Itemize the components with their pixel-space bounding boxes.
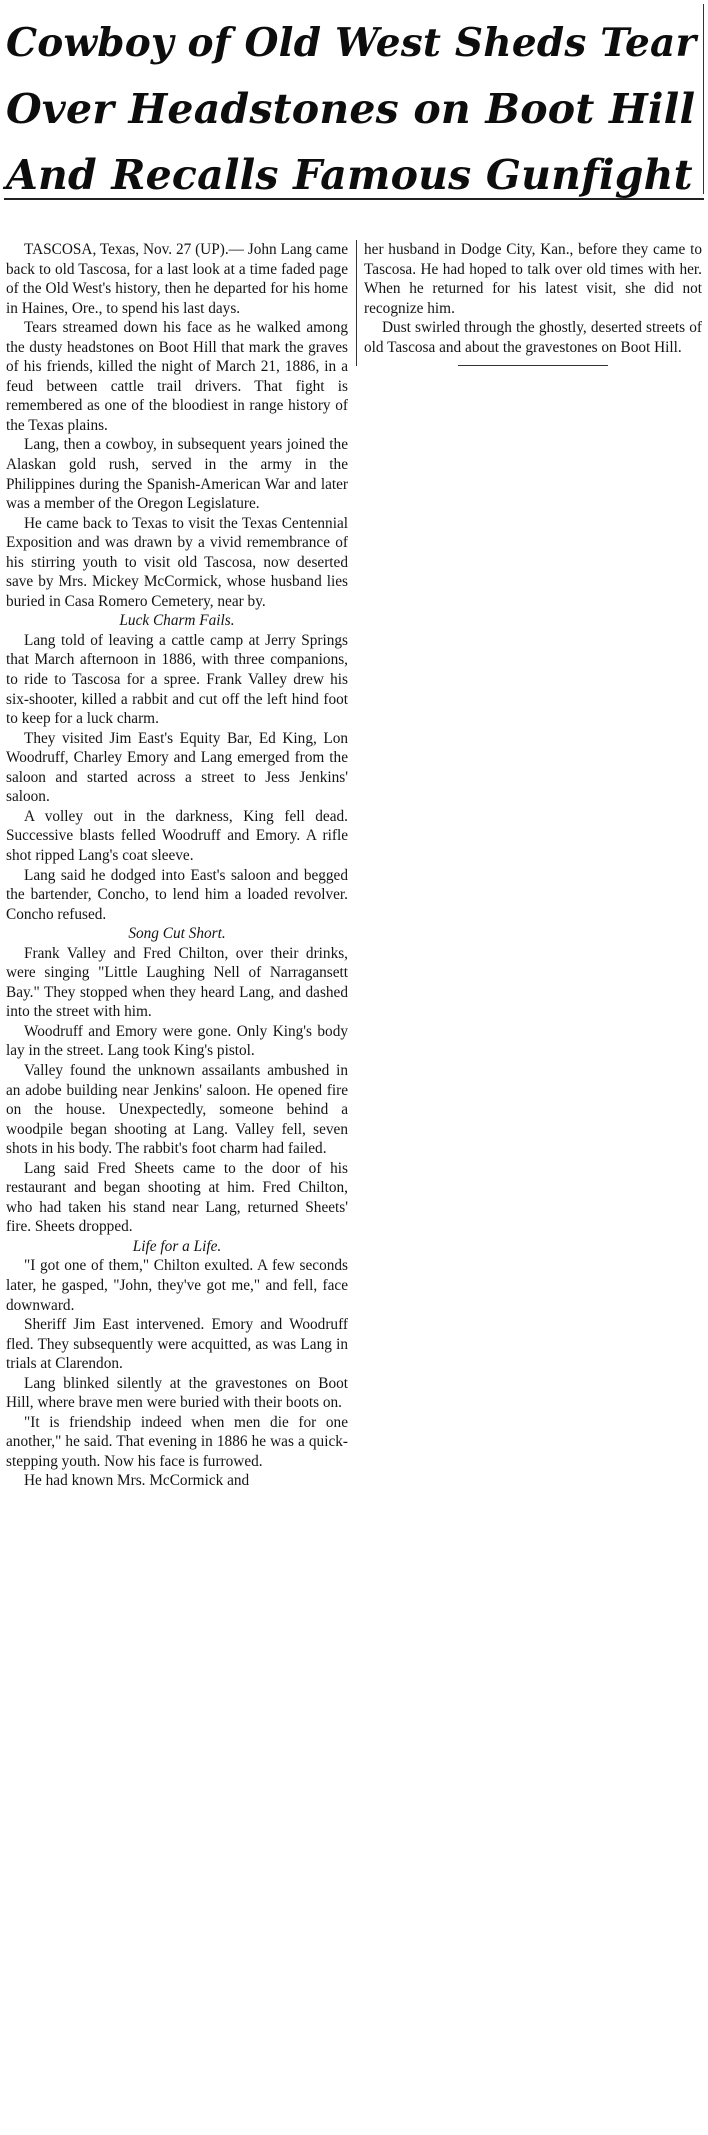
headline-line-2: Over Headstones on Boot Hill <box>6 85 696 133</box>
column-divider <box>356 240 357 366</box>
paragraph: Woodruff and Emory were gone. Only King's body lay in the street. Lang took King's pistol. <box>6 1022 348 1060</box>
subheading: Luck Charm Fails. <box>119 612 235 630</box>
paragraph: Lang said Fred Sheets came to the door of his restaurant and began shooting at him. Fred Chilton, who had taken his stand near Lang, returned Sheets' fire. Sheets dropped. <box>6 1159 348 1236</box>
article-column-1 <box>6 240 348 1491</box>
paragraph: "It is friendship indeed when men die for one another," he said. That evening in 1886 he was a quick-stepping youth. Now his face is furrowed. <box>6 1413 348 1470</box>
paragraph: He came back to Texas to visit the Texas Centennial Exposition and was drawn by a vivid remembrance of his stirring youth to visit old Tascosa, now deserted save by Mrs. Mickey McCormick, whose husband lies buried in Casa Romero Cemetery, near by. <box>6 514 348 610</box>
paragraph: They visited Jim East's Equity Bar, Ed King, Lon Woodruff, Charley Emory and Lang emerged from the saloon and started across a street to Jess Jenkins' saloon. <box>6 729 348 806</box>
subheading: Life for a Life. <box>132 1237 222 1255</box>
paragraph: Lang, then a cowboy, in subsequent years joined the Alaskan gold rush, served in the army in the Philippines during the Spanish-American War and later was a member of the Oregon Legislature. <box>6 436 348 513</box>
paragraph: Dust swirled through the ghostly, deserted streets of old Tascosa and about the gravestones on Boot Hill. <box>364 319 702 356</box>
paragraph: Valley found the unknown assailants ambushed in an adobe building near Jenkins' saloon. He opened fire on the house. Unexpectedly, someone behind a woodpile began shooting at Lang. Valley fell, seven shots in his body. The rabbit's foot charm had failed. <box>6 1061 348 1158</box>
headline-line-1: Cowboy of Old West Sheds Tear <box>6 20 697 66</box>
paragraph: Frank Valley and Fred Chilton, over their drinks, were singing "Little Laughing Nell of Narragansett Bay." They stopped when they heard Lang, and dashed into the street with him. <box>6 944 348 1021</box>
article-column-2 <box>364 240 702 366</box>
paragraph: her husband in Dodge City, Kan., before they came to Tascosa. He had hoped to talk over old times with her. When he returned for his latest visit, she did not recognize him. <box>364 241 702 317</box>
headline-side-rule <box>703 4 704 194</box>
paragraph: Sheriff Jim East intervened. Emory and Woodruff fled. They subsequently were acquitted, as was Lang in trials at Clarendon. <box>6 1316 348 1373</box>
subheading: Song Cut Short. <box>128 925 226 943</box>
end-rule <box>458 365 608 366</box>
paragraph: He had known Mrs. McCormick and <box>24 1472 250 1490</box>
paragraph: Lang told of leaving a cattle camp at Jerry Springs that March afternoon in 1886, with three companions, to ride to Tascosa for a spree. Frank Valley drew his six-shooter, killed a rabbit and cut off the left hind foot to keep for a luck charm. <box>6 631 348 728</box>
headline <box>6 10 696 208</box>
paragraph: "I got one of them," Chilton exulted. A few seconds later, he gasped, "John, they've got me," and fell, face downward. <box>6 1257 348 1314</box>
paragraph: Lang blinked silently at the gravestones on Boot Hill, where brave men were buried with their boots on. <box>6 1374 348 1412</box>
paragraph: A volley out in the darkness, King fell dead. Successive blasts felled Woodruff and Emory. A rifle shot ripped Lang's coat sleeve. <box>6 807 348 864</box>
headline-line-3: And Recalls Famous Gunfight <box>6 151 693 199</box>
paragraph: TASCOSA, Texas, Nov. 27 (UP).— John Lang came back to old Tascosa, for a last look at a time faded page of the Old West's history, then he departed for his home in Haines, Ore., to spend his last days. <box>6 241 349 317</box>
paragraph: Tears streamed down his face as he walked among the dusty headstones on Boot Hill that mark the graves of his friends, killed the night of March 21, 1886, in a feud between cattle trail drivers. That fight is remembered as one of the bloodiest in range history of the Texas plains. <box>6 319 348 434</box>
paragraph: Lang said he dodged into East's saloon and begged the bartender, Concho, to lend him a loaded revolver. Concho refused. <box>6 866 348 923</box>
headline-rule <box>4 198 704 200</box>
